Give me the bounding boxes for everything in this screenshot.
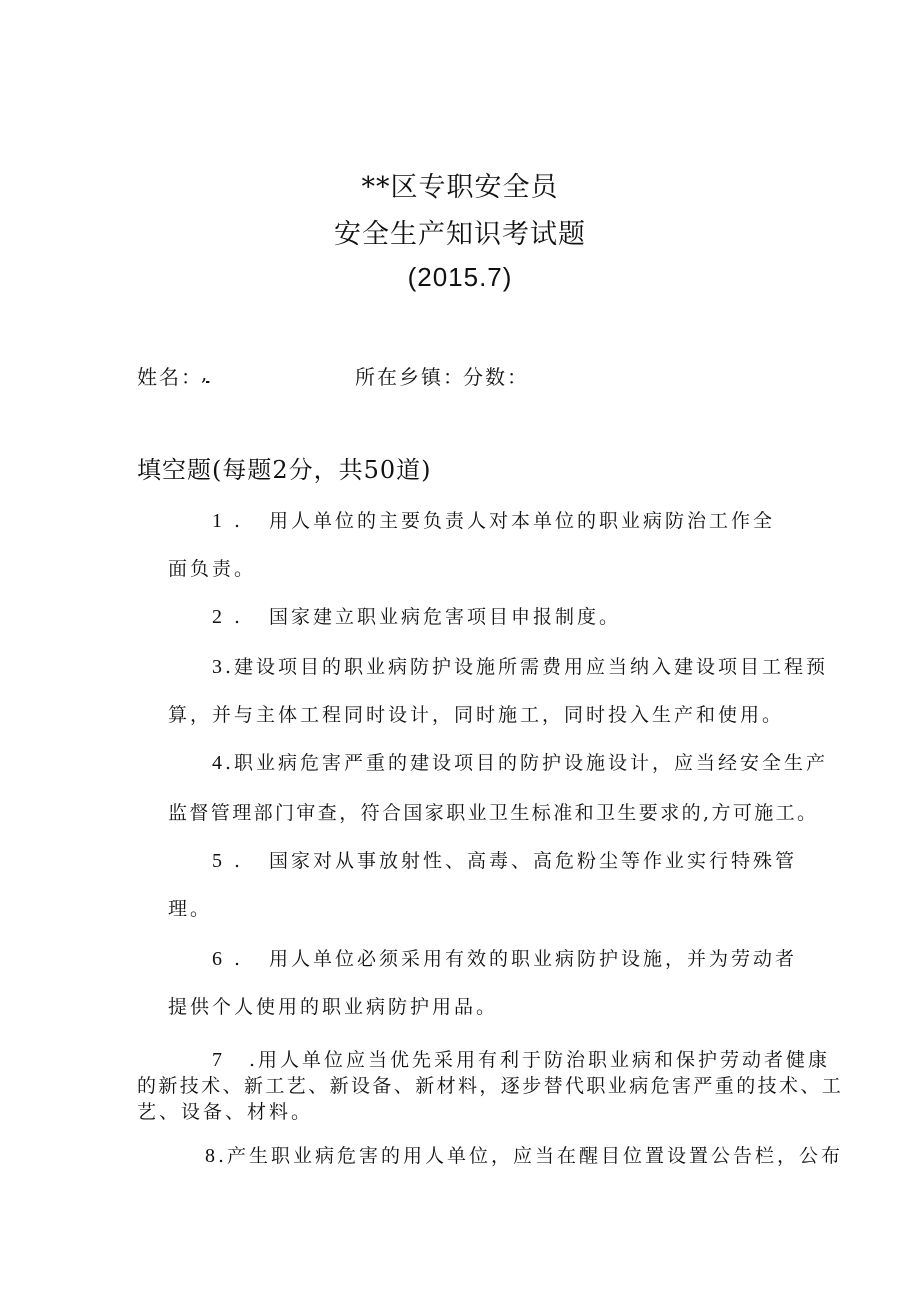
question-4 [212, 748, 828, 775]
question-3 [212, 652, 828, 679]
question-number: 5 [212, 850, 225, 872]
question-7 [212, 1045, 830, 1072]
question-7-cont-1: 的新技术、新工艺、新设备、新材料，逐步替代职业病危害严重的技术、工 [137, 1075, 844, 1097]
town-label: 所在乡镇： [355, 365, 465, 389]
question-3-cont: 算，并与主体工程同时设计，同时施工，同时投入生产和使用。 [168, 704, 785, 726]
exam-info-row [137, 361, 777, 391]
score-label: 分数： [463, 365, 529, 389]
question-1: 1 . 用人单位的主要负责人对本单位的职业病防治工作全 [212, 510, 776, 532]
question-number: 1 [212, 510, 225, 532]
question-1-cont: 面负责。 [168, 558, 257, 580]
question-text: .职业病危害严重的建设项目的防护设施设计，应当经安全生产 [225, 752, 829, 774]
question-text: .建设项目的职业病防护设施所需费用应当纳入建设项目工程预 [225, 656, 829, 678]
question-6-cont: 提供个人使用的职业病防护用品。 [168, 996, 499, 1018]
title-year: (2015.7) [407, 262, 513, 292]
question-text: .产生职业病危害的用人单位，应当在醒目位置设置公告栏，公布 [218, 1145, 844, 1167]
question-number: 8 [205, 1145, 218, 1167]
question-4-cont: 监督管理部门审查，符合国家职业卫生标准和卫生要求的,方可施工。 [168, 802, 819, 824]
question-number: 3 [212, 656, 225, 678]
question-8 [205, 1141, 843, 1168]
section-heading: 填空题(每题2分，共50道) [137, 456, 432, 484]
question-number: 7 [212, 1049, 225, 1071]
question-text: 用人单位的主要负责人对本单位的职业病防治工作全 [269, 510, 776, 532]
question-7-cont-2: 艺、设备、材料。 [137, 1101, 314, 1123]
name-label: 姓名： [137, 365, 203, 389]
question-6: 6 . 用人单位必须采用有效的职业病防护设施，并为劳动者 [212, 948, 798, 970]
question-5-cont: 理。 [168, 898, 213, 920]
question-text: 国家建立职业病危害项目申报制度。 [269, 606, 622, 628]
question-text: 用人单位必须采用有效的职业病防护设施，并为劳动者 [269, 948, 798, 970]
question-5: 5 . 国家对从事放射性、高毒、高危粉尘等作业实行特殊管 [212, 850, 798, 872]
title-line-1: **区专职安全员 [361, 172, 559, 203]
name-value: , [201, 361, 210, 385]
question-text: .用人单位应当优先采用有利于防治职业病和保护劳动者健康 [249, 1049, 831, 1071]
title-line-2: 安全生产知识考试题 [334, 219, 586, 250]
question-2: 2 . 国家建立职业病危害项目申报制度。 [212, 606, 622, 628]
question-number: 4 [212, 752, 225, 774]
question-number: 2 [212, 606, 225, 628]
question-text: 国家对从事放射性、高毒、高危粉尘等作业实行特殊管 [269, 850, 798, 872]
question-number: 6 [212, 948, 225, 970]
